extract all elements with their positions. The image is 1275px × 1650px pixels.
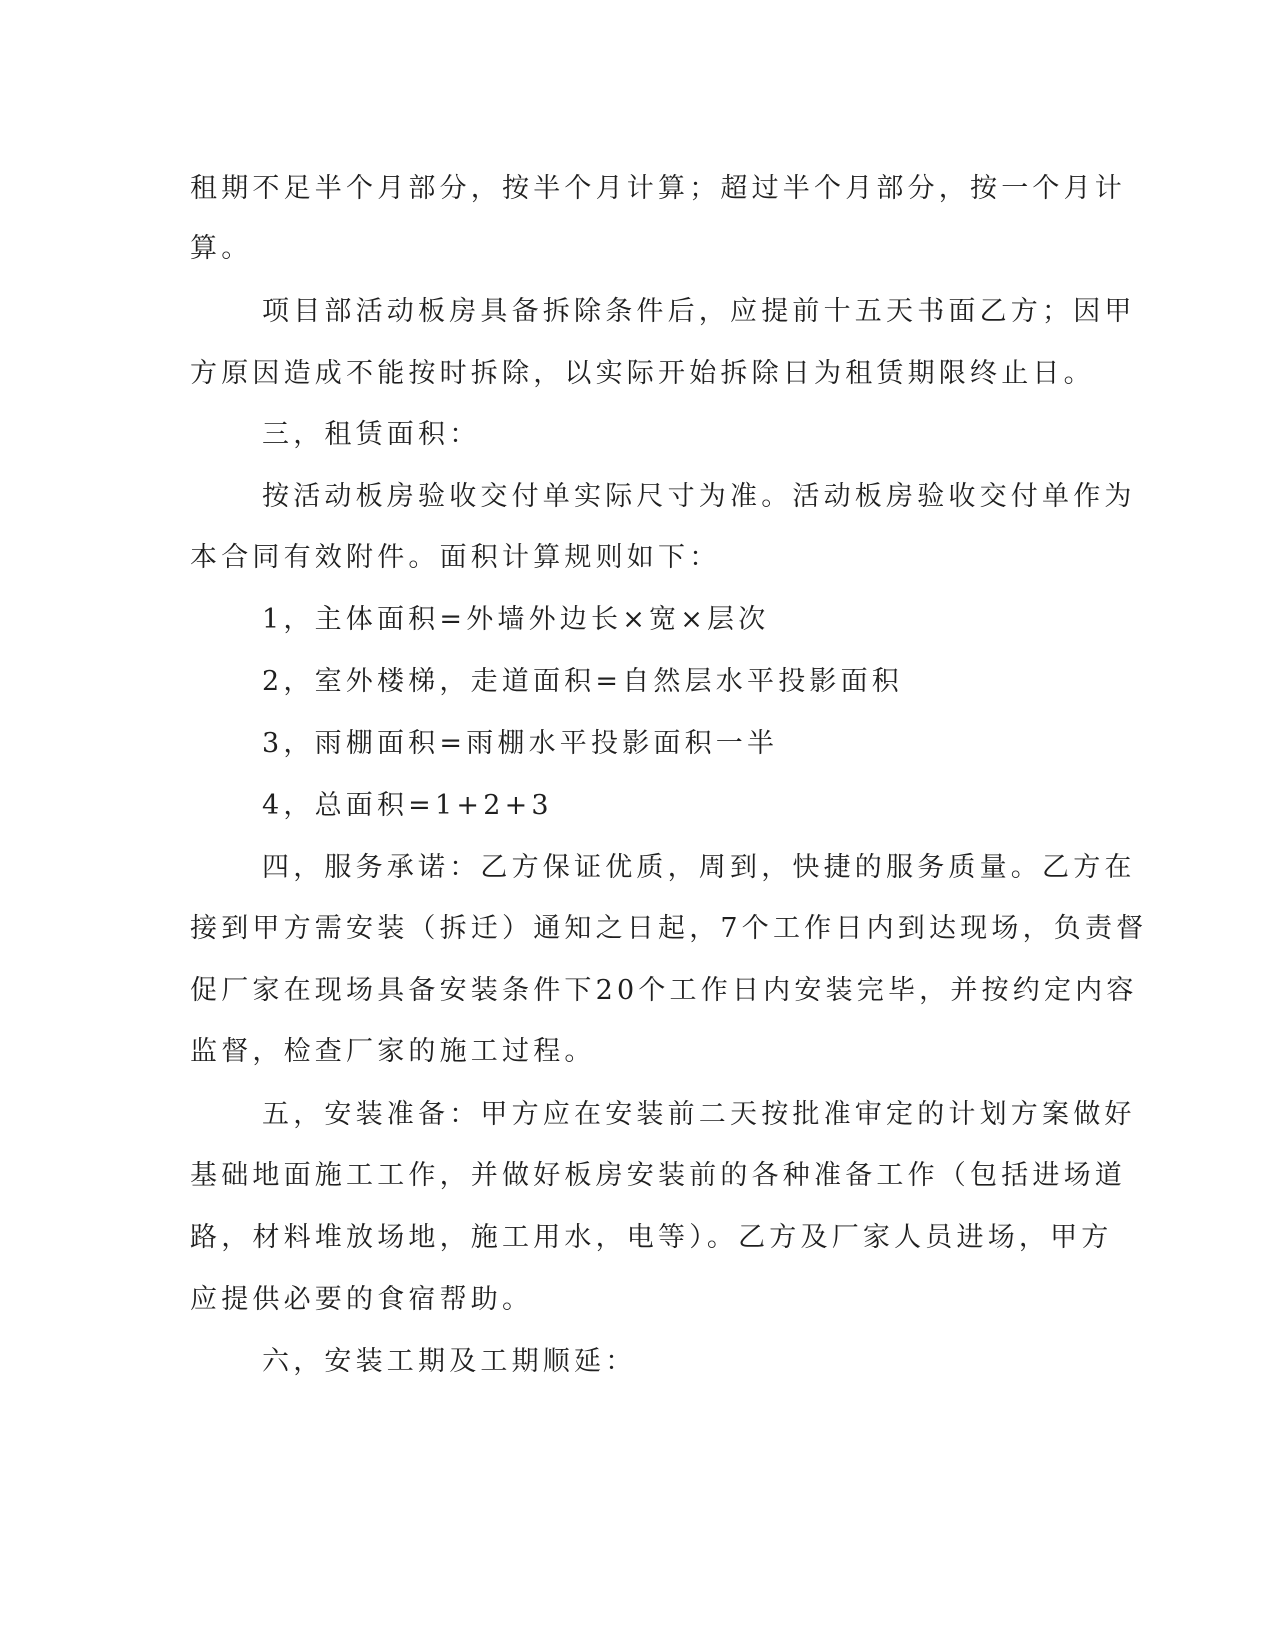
paragraph-line: 监督，检查厂家的施工过程。 bbox=[190, 1036, 596, 1067]
paragraph-line: 接到甲方需安装（拆迁）通知之日起，7个工作日内到达现场，负责督 bbox=[190, 913, 1148, 944]
paragraph-line: 促厂家在现场具备安装条件下20个工作日内安装完毕，并按约定内容 bbox=[190, 975, 1138, 1006]
paragraph-line: 本合同有效附件。面积计算规则如下： bbox=[190, 542, 721, 573]
section-heading: 四，服务承诺：乙方保证优质，周到，快捷的服务质量。乙方在 bbox=[262, 852, 1136, 883]
section-heading: 六，安装工期及工期顺延： bbox=[262, 1346, 637, 1377]
section-heading: 五，安装准备：甲方应在安装前二天按批准审定的计划方案做好 bbox=[262, 1099, 1136, 1130]
paragraph-line: 路，材料堆放场地，施工用水，电等）。乙方及厂家人员进场，甲方 bbox=[190, 1222, 1113, 1253]
paragraph-line: 应提供必要的食宿帮助。 bbox=[190, 1284, 534, 1315]
paragraph-line: 按活动板房验收交付单实际尺寸为准。活动板房验收交付单作为 bbox=[262, 481, 1136, 512]
list-item: 1，主体面积=外墙外边长×宽×层次 bbox=[262, 604, 770, 635]
paragraph-line: 租期不足半个月部分，按半个月计算；超过半个月部分，按一个月计 bbox=[190, 173, 1126, 204]
paragraph-line: 基础地面施工工作，并做好板房安装前的各种准备工作（包括进场道 bbox=[190, 1160, 1126, 1191]
paragraph-line: 算。 bbox=[190, 233, 253, 264]
list-item: 4，总面积=1+2+3 bbox=[262, 790, 553, 821]
paragraph-line: 项目部活动板房具备拆除条件后，应提前十五天书面乙方；因甲 bbox=[262, 296, 1136, 327]
paragraph-line: 方原因造成不能按时拆除，以实际开始拆除日为租赁期限终止日。 bbox=[190, 358, 1095, 389]
list-item: 3，雨棚面积=雨棚水平投影面积一半 bbox=[262, 728, 779, 759]
section-heading: 三，租赁面积： bbox=[262, 419, 481, 450]
list-item: 2，室外楼梯，走道面积=自然层水平投影面积 bbox=[262, 666, 904, 697]
